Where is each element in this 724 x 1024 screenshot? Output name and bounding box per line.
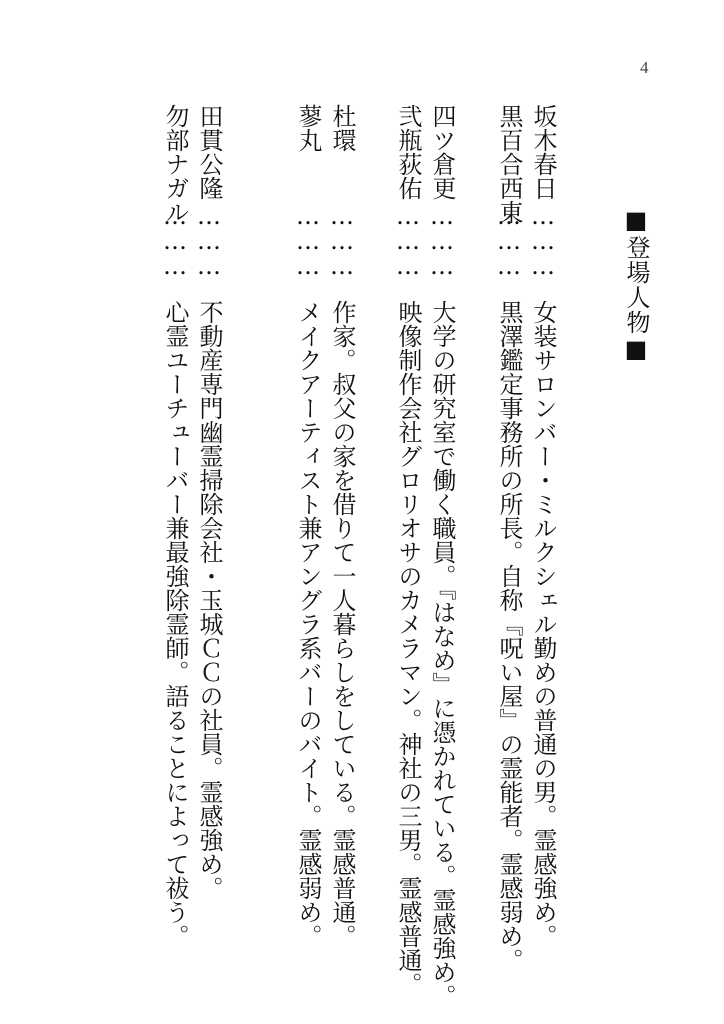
character-name-7: 田貫公隆 bbox=[195, 104, 223, 200]
character-leader-dots-6: ……… bbox=[294, 202, 322, 277]
character-name-1: 坂木春日 bbox=[529, 104, 557, 200]
character-description-7: 不動産専門幽霊掃除会社・玉城ＣＣの社員。霊感強め。 bbox=[195, 300, 223, 900]
character-leader-dots-4: ……… bbox=[394, 202, 422, 277]
character-name-8: 勿部ナガル bbox=[161, 104, 189, 224]
character-description-4: 映像制作会社グロリオサのカメラマン。神社の三男。霊感普通。 bbox=[394, 300, 422, 996]
character-leader-dots-3: ……… bbox=[428, 202, 456, 277]
character-description-2: 黒澤鑑定事務所の所長。自称『呪い屋』の霊能者。霊感弱め。 bbox=[495, 300, 523, 972]
character-name-4: 弐瓶荻佑 bbox=[394, 104, 422, 200]
character-leader-dots-8: ……… bbox=[161, 202, 189, 277]
character-description-6: メイクアーティスト兼アングラ系バーのバイト。霊感弱め。 bbox=[294, 300, 322, 948]
character-name-5: 杜環 bbox=[328, 104, 356, 152]
character-description-1: 女装サロンバー・ミルクシェル勤めの普通の男。霊感強め。 bbox=[529, 300, 557, 948]
character-description-8: 心霊ユーチューバー兼最強除霊師。語ることによって祓う。 bbox=[161, 300, 189, 948]
page-number: 4 bbox=[640, 58, 649, 77]
character-name-6: 蓼丸 bbox=[294, 104, 322, 152]
character-description-3: 大学の研究室で働く職員。『はなめ』に憑かれている。霊感強め。 bbox=[428, 300, 456, 1008]
character-name-2: 黒百合西東 bbox=[495, 104, 523, 224]
character-leader-dots-1: ……… bbox=[529, 202, 557, 277]
character-description-5: 作家。叔父の家を借りて一人暮らしをしている。霊感普通。 bbox=[328, 300, 356, 948]
character-name-3: 四ツ倉更 bbox=[428, 104, 456, 200]
character-leader-dots-5: ……… bbox=[328, 202, 356, 277]
character-leader-dots-7: ……… bbox=[195, 202, 223, 277]
character-leader-dots-2: ……… bbox=[495, 202, 523, 277]
section-title: ■登場人物■ bbox=[622, 206, 650, 364]
